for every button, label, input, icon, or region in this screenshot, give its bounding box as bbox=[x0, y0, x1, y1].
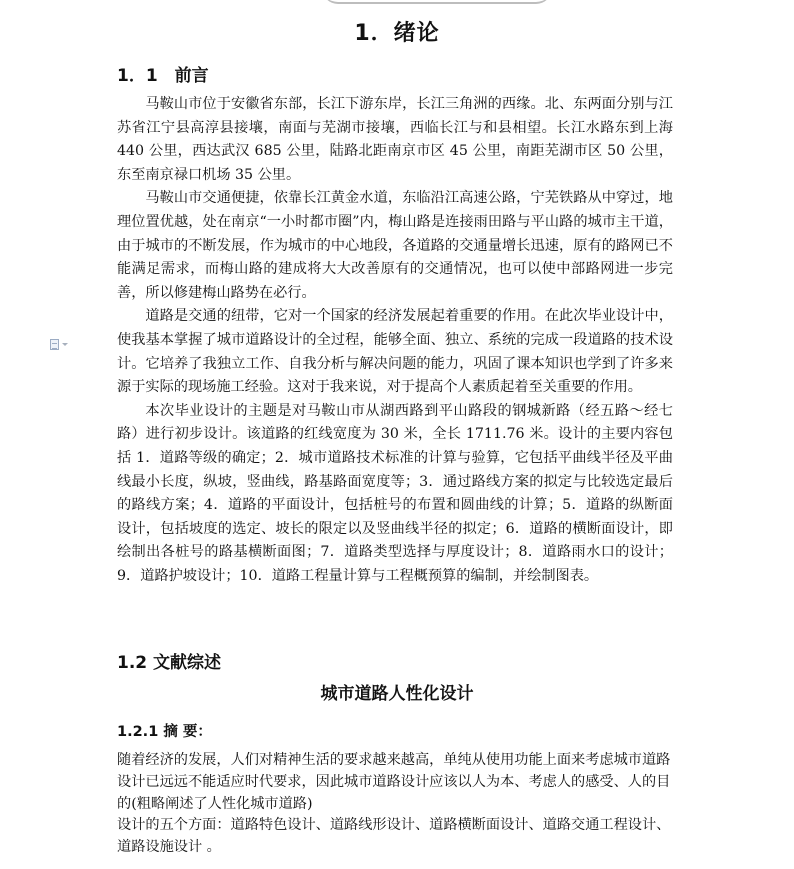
review-title: 城市道路人性化设计 bbox=[320, 684, 474, 704]
chevron-down-icon bbox=[62, 343, 68, 346]
section-heading-literature-review: 1.2 文献综述 bbox=[117, 653, 222, 673]
paragraph: 道路是交通的纽带，它对一个国家的经济发展起着重要的作用。在此次毕业设计中，使我基本掌握了城市道路设计的全过程，能够全面、独立、系统的完成一段道路的技术设计。它培养了我独立工作、自我分析与解决问题的能力，巩固了课本知识也学到了许多来源于实际的现场施工经验。这对于我来说，对于提高个人素质起着至关重要的作用。 bbox=[117, 308, 673, 396]
paragraph: 马鞍山市交通便捷，依靠长江黄金水道，东临沿江高速公路，宁芜铁路从中穿过，地理位置优越，处在南京“一小时都市圈”内，梅山路是连接雨田路与平山路的城市主干道，由于城市的不断发展，作为城市的中心地段，各道路的交通量增长迅速，原有的路网已不能满足需求，而梅山路的建成将大大改善原有的交通情况，也可以使中部路网进一步完善，所以修建梅山路势在必行。 bbox=[117, 190, 673, 301]
subsection-heading-abstract: 1.2.1 摘 要： bbox=[117, 724, 212, 740]
section-heading-preface: 1．1 前言 bbox=[117, 66, 209, 86]
abstract-body bbox=[117, 750, 673, 859]
paragraph: 马鞍山市位于安徽省东部，长江下游东岸，长江三角洲的西缘。北、东两面分别与江苏省江宁县高淳县接壤，南面与芜湖市接壤，西临长江与和县相望。长江水路东到上海 440 公里，西达武汉 685 公里，陆路北距南京市区 45 公里，南距芜湖市区 50 公里，东至南京禄口机场 35 公里。 bbox=[117, 96, 673, 183]
page-icon bbox=[50, 339, 59, 350]
chapter-title: 1．绪论 bbox=[354, 21, 440, 46]
preface-body bbox=[117, 93, 673, 588]
paragraph: 本次毕业设计的主题是对马鞍山市从湖西路到平山路段的钢城新路（经五路～经七路）进行初步设计。该道路的红线宽度为 30 米，全长 1711.76 米。设计的主要内容包括 1．道路等级的确定；2．城市道路技术标准的计算与验算，它包括平曲线半径及平曲线最小长度，纵坡，竖曲线，路基路面宽度等；3．通过路线方案的拟定与比较选定最后的路线方案；4．道路的平面设计，包括桩号的布置和圆曲线的计算；5．道路的纵断面设计，包括坡度的选定、坡长的限定以及竖曲线半径的拟定；6．道路的横断面设计，即绘制出各桩号的路基横断面图；7．道路类型选择与厚度设计；8．道路雨水口的设计；9．道路护坡设计；10．道路工程量计算与工程概预算的编制，并绘制图表。 bbox=[117, 402, 673, 584]
abstract-paragraph: 随着经济的发展，人们对精神生活的要求越来越高，单纯从使用功能上面来考虑城市道路设计已远远不能适应时代要求，因此城市道路设计应该以人为本、考虑人的感受、人的目的(粗略阐述了人性化城市道路) bbox=[117, 752, 671, 812]
document-icon[interactable] bbox=[50, 337, 80, 351]
abstract-paragraph: 设计的五个方面：道路特色设计、道路线形设计、道路横断面设计、道路交通工程设计、道路设施设计 。 bbox=[117, 817, 671, 856]
top-clipped-element bbox=[322, 0, 552, 4]
